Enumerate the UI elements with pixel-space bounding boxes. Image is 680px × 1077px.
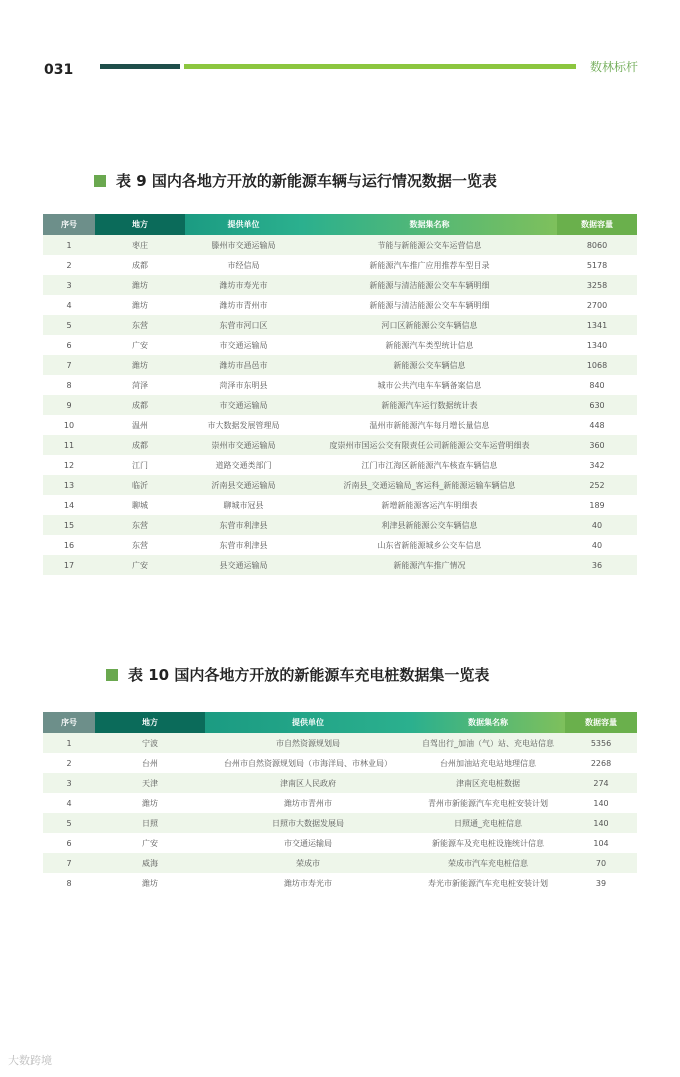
table-cell: 市交通运输局 [185,335,302,355]
column-header: 序号 [43,712,95,733]
table-cell: 7 [43,853,95,873]
column-header: 地方 [95,214,185,235]
table9 [43,214,637,575]
table-cell: 5178 [557,255,637,275]
table-cell: 利津县新能源公交车辆信息 [302,515,557,535]
table-cell: 潍坊市寿光市 [205,873,411,893]
table-cell: 潍坊 [95,793,205,813]
table-cell: 7 [43,355,95,375]
table-row [43,475,637,495]
table-cell: 12 [43,455,95,475]
table-row [43,395,637,415]
table-cell: 13 [43,475,95,495]
column-header: 数据容量 [557,214,637,235]
table-cell: 聊城市冠县 [185,495,302,515]
table-cell: 14 [43,495,95,515]
table9-title-text: 表 9 国内各地方开放的新能源车辆与运行情况数据一览表 [116,172,497,190]
table-cell: 新能源汽车推广情况 [302,555,557,575]
table-cell: 新能源车及充电桩设施统计信息 [411,833,565,853]
table-cell: 39 [565,873,637,893]
table-cell: 新能源汽车运行数据统计表 [302,395,557,415]
table-cell: 东营 [95,515,185,535]
table-cell: 1340 [557,335,637,355]
table-row [43,515,637,535]
table-cell: 8060 [557,235,637,255]
table-cell: 新增新能源客运汽车明细表 [302,495,557,515]
table-cell: 3 [43,773,95,793]
table-cell: 市自然资源规划局 [205,733,411,753]
table-cell: 新能源汽车推广应用推荐车型目录 [302,255,557,275]
brand-label: 数林标杆 [590,60,639,74]
table-cell: 山东省新能源城乡公交车信息 [302,535,557,555]
table-cell: 2268 [565,753,637,773]
table-cell: 节能与新能源公交车运营信息 [302,235,557,255]
table-cell: 70 [565,853,637,873]
table-cell: 新能源公交车辆信息 [302,355,557,375]
table-cell: 荣成市 [205,853,411,873]
table-cell: 3 [43,275,95,295]
table-cell: 潍坊市寿光市 [185,275,302,295]
table-cell: 17 [43,555,95,575]
header-bar-green [184,64,576,69]
table-cell: 新能源与清洁能源公交车车辆明细 [302,275,557,295]
table-cell: 潍坊市昌邑市 [185,355,302,375]
table-cell: 市经信局 [185,255,302,275]
table-row [43,773,637,793]
table-cell: 东营 [95,535,185,555]
table-cell: 5 [43,315,95,335]
table-cell: 15 [43,515,95,535]
table-row [43,555,637,575]
table-cell: 台州市自然资源规划局（市海洋局、市林业局） [205,753,411,773]
column-header: 数据集名称 [302,214,557,235]
table-row [43,315,637,335]
table-cell: 聊城 [95,495,185,515]
table-cell: 6 [43,833,95,853]
table-row [43,833,637,853]
table-row [43,535,637,555]
table-cell: 临沂 [95,475,185,495]
table-row [43,873,637,893]
table-cell: 崇州市交通运输局 [185,435,302,455]
table-cell: 自驾出行_加油（气）站、充电站信息 [411,733,565,753]
table-cell: 潍坊市青州市 [205,793,411,813]
table-cell: 温州市新能源汽车每月增长量信息 [302,415,557,435]
table-cell: 1068 [557,355,637,375]
table-cell: 840 [557,375,637,395]
table-cell: 道路交通类部门 [185,455,302,475]
table-cell: 台州加油站充电站地理信息 [411,753,565,773]
table-cell: 东营市河口区 [185,315,302,335]
table-cell: 县交通运输局 [185,555,302,575]
table-cell: 342 [557,455,637,475]
table-cell: 9 [43,395,95,415]
table-cell: 1 [43,733,95,753]
table-cell: 36 [557,555,637,575]
table-row [43,375,637,395]
table-cell: 日照通_充电桩信息 [411,813,565,833]
table-row [43,255,637,275]
table-cell: 40 [557,515,637,535]
table-cell: 4 [43,295,95,315]
table-cell: 潍坊 [95,275,185,295]
table-cell: 河口区新能源公交车辆信息 [302,315,557,335]
table-cell: 广安 [95,555,185,575]
table-cell: 潍坊 [95,295,185,315]
table10-title [106,664,489,685]
table10 [43,712,637,893]
table-cell: 成都 [95,435,185,455]
table-cell: 6 [43,335,95,355]
table-cell: 189 [557,495,637,515]
table-cell: 津南区人民政府 [205,773,411,793]
title-square-icon [106,669,118,681]
table-cell: 新能源汽车类型统计信息 [302,335,557,355]
table-cell: 4 [43,793,95,813]
table-cell: 11 [43,435,95,455]
column-header: 数据集名称 [411,712,565,733]
table9-header-row [43,214,637,235]
table-cell: 2 [43,255,95,275]
table9-title [94,170,497,191]
table-cell: 日照 [95,813,205,833]
table-cell: 威海 [95,853,205,873]
column-header: 地方 [95,712,205,733]
table-cell: 日照市大数据发展局 [205,813,411,833]
table-cell: 荣成市汽车充电桩信息 [411,853,565,873]
table-row [43,235,637,255]
table-cell: 广安 [95,335,185,355]
table-cell: 104 [565,833,637,853]
table-cell: 252 [557,475,637,495]
table-cell: 城市公共汽电车车辆备案信息 [302,375,557,395]
table-row [43,853,637,873]
table-row [43,415,637,435]
table10-title-text: 表 10 国内各地方开放的新能源车充电桩数据集一览表 [128,666,490,684]
table-cell: 8 [43,375,95,395]
table-row [43,455,637,475]
table-row [43,295,637,315]
table-cell: 广安 [95,833,205,853]
table-cell: 3258 [557,275,637,295]
table-cell: 360 [557,435,637,455]
table-row [43,733,637,753]
table-cell: 潍坊 [95,873,205,893]
column-header: 序号 [43,214,95,235]
table-cell: 江门 [95,455,185,475]
table-cell: 新能源与清洁能源公交车车辆明细 [302,295,557,315]
table-cell: 菏泽 [95,375,185,395]
table-cell: 1341 [557,315,637,335]
table-cell: 东营 [95,315,185,335]
table-cell: 市交通运输局 [205,833,411,853]
table-cell: 40 [557,535,637,555]
column-header: 提供单位 [205,712,411,733]
table-cell: 沂南县交通运输局 [185,475,302,495]
watermark: 大数跨境 [8,1054,52,1067]
table-cell: 天津 [95,773,205,793]
table-cell: 潍坊 [95,355,185,375]
table-cell: 津南区充电桩数据 [411,773,565,793]
table-cell: 140 [565,813,637,833]
table-cell: 寿光市新能源汽车充电桩安装计划 [411,873,565,893]
header-bar-dark [100,64,180,69]
table-cell: 8 [43,873,95,893]
table-cell: 2 [43,753,95,773]
table-cell: 市大数据发展管理局 [185,415,302,435]
table-cell: 东营市利津县 [185,535,302,555]
table-cell: 成都 [95,255,185,275]
table-row [43,275,637,295]
table-row [43,793,637,813]
table-cell: 市交通运输局 [185,395,302,415]
table-cell: 沂南县_交通运输局_客运科_新能源运输车辆信息 [302,475,557,495]
table-cell: 度崇州市国运公交有限责任公司新能源公交车运营明细表 [302,435,557,455]
table-cell: 台州 [95,753,205,773]
table-cell: 温州 [95,415,185,435]
title-square-icon [94,175,106,187]
table-cell: 5 [43,813,95,833]
table-cell: 菏泽市东明县 [185,375,302,395]
column-header: 数据容量 [565,712,637,733]
table-cell: 青州市新能源汽车充电桩安装计划 [411,793,565,813]
table-cell: 东营市利津县 [185,515,302,535]
table-cell: 274 [565,773,637,793]
column-header: 提供单位 [185,214,302,235]
table-row [43,355,637,375]
table-cell: 1 [43,235,95,255]
table-row [43,335,637,355]
table-cell: 448 [557,415,637,435]
table-cell: 成都 [95,395,185,415]
table-row [43,753,637,773]
table-row [43,495,637,515]
table-row [43,813,637,833]
table-cell: 滕州市交通运输局 [185,235,302,255]
page-number: 031 [44,62,74,78]
table-cell: 5356 [565,733,637,753]
table-cell: 16 [43,535,95,555]
table-cell: 630 [557,395,637,415]
table-cell: 2700 [557,295,637,315]
table-cell: 宁波 [95,733,205,753]
table-cell: 10 [43,415,95,435]
table-cell: 140 [565,793,637,813]
table-cell: 江门市江海区新能源汽车核查车辆信息 [302,455,557,475]
table-cell: 枣庄 [95,235,185,255]
table-cell: 潍坊市青州市 [185,295,302,315]
table-row [43,435,637,455]
table10-header-row [43,712,637,733]
